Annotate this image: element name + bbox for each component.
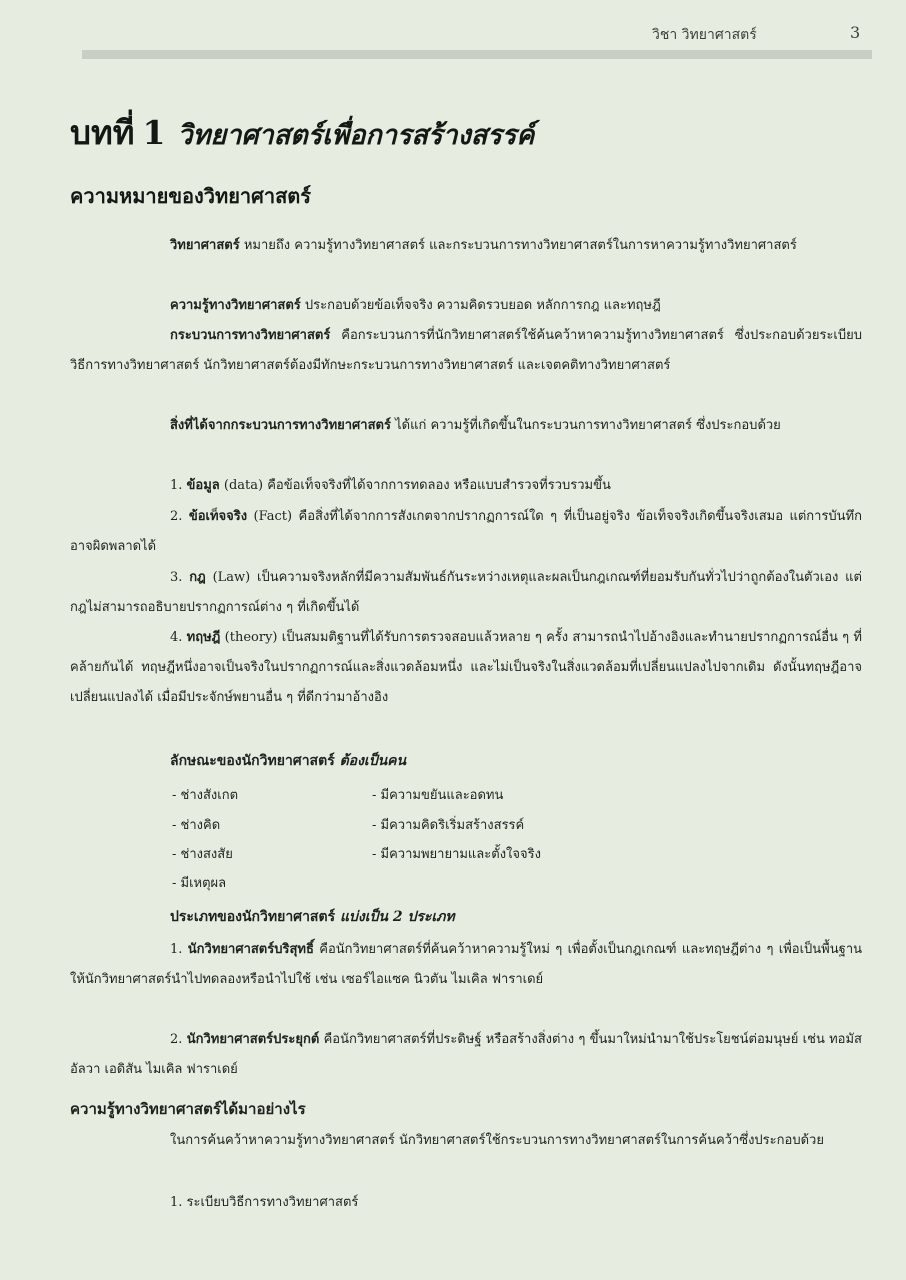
definition-result [70, 411, 862, 441]
running-title: วิชา วิทยาศาสตร์ [652, 27, 757, 43]
item-number: 1. [170, 942, 183, 957]
list-item-fact [70, 502, 862, 562]
how-heading: ความรู้ทางวิทยาศาสตร์ได้มาอย่างไร [70, 1100, 306, 1118]
list-item-theory [70, 623, 862, 713]
term-knowledge: ความรู้ทางวิทยาศาสตร์ [170, 298, 301, 313]
text-knowledge: ประกอบด้วยข้อเท็จจริง ความคิดรวบยอด หลักการกฎ และทฤษฎี [300, 298, 661, 313]
chapter-label: บทที่ [70, 113, 135, 152]
traits-heading-italic: ต้องเป็นคน [339, 753, 407, 769]
term-result: สิ่งที่ได้จากกระบวนการทางวิทยาศาสตร์ [170, 418, 391, 433]
term-science: วิทยาศาสตร์ [170, 238, 240, 253]
item-number: 3. [170, 570, 183, 585]
term-process: กระบวนการทางวิทยาศาสตร์ [170, 328, 331, 343]
section-heading: ความหมายของวิทยาศาสตร์ [70, 184, 312, 208]
trait-item: - มีความขยันและอดทน [372, 788, 504, 803]
traits-heading-text: ลักษณะของนักวิทยาศาสตร์ [170, 753, 335, 769]
text-law: (Law) เป็นความจริงหลักที่มีความสัมพันธ์กันระหว่างเหตุและผลเป็นกฎเกณฑ์ที่ยอมรับกันทั่วไปว่าถูกต้องในตัวเอง แต่กฎไม่สามารถอธิบายปรากฏการณ์ต่าง ๆ ที่เกิดขึ้นได้ [70, 570, 862, 615]
chapter-subtitle: วิทยาศาสตร์เพื่อการสร้างสรรค์ [177, 120, 535, 151]
header-rule [82, 50, 872, 59]
text-pure: คือนักวิทยาศาสตร์ที่ค้นคว้าหาความรู้ใหม่ ๆ เพื่อตั้งเป็นกฎเกณฑ์ และทฤษฎีต่าง ๆ เพื่อเป็นพื้นฐานให้นักวิทยาศาสตร์นำไปทดลองหรือนำไปใช้ เช่น เซอร์ไอแซค นิวตัน ไมเคิล ฟาราเดย์ [70, 942, 863, 987]
trait-item: - ช่างสงสัย [172, 847, 233, 862]
item-number: 2. [170, 1032, 183, 1047]
item-number: 4. [170, 630, 183, 645]
types-heading [170, 906, 455, 928]
term-pure: นักวิทยาศาสตร์บริสุทธิ์ [187, 942, 314, 957]
term-data: ข้อมูล [186, 478, 220, 493]
trait-item: - มีเหตุผล [172, 876, 227, 891]
text-applied: คือนักวิทยาศาสตร์ที่ประดิษฐ์ หรือสร้างสิ่งต่าง ๆ ขึ้นมาใหม่นำมาใช้ประโยชน์ต่อมนุษย์ เช่น ทอมัส อัลวา เอดิสัน ไมเคิล ฟาราเดย์ [70, 1032, 862, 1077]
text-science: หมายถึง ความรู้ทางวิทยาศาสตร์ และกระบวนการทางวิทยาศาสตร์ในการหาความรู้ทางวิทยาศาสตร์ [239, 238, 797, 253]
definition-knowledge [70, 291, 862, 321]
trait-item: - มีความพยายามและตั้งใจจริง [372, 847, 541, 862]
list-item-law [70, 563, 862, 623]
text-fact: (Fact) คือสิ่งที่ได้จากการสังเกตจากปรากฏการณ์ใด ๆ ที่เป็นอยู่จริง ข้อเท็จจริงเกิดขึ้นจริงเสมอ แต่การบันทึกอาจผิดพลาดได้ [70, 509, 863, 554]
types-heading-text: ประเภทของนักวิทยาศาสตร์ [170, 909, 336, 925]
list-item-data [70, 471, 862, 501]
term-applied: นักวิทยาศาสตร์ประยุกต์ [186, 1032, 320, 1047]
chapter-number: 1 [142, 113, 166, 152]
how-paragraph: ในการค้นคว้าหาความรู้ทางวิทยาศาสตร์ นักวิทยาศาสตร์ใช้กระบวนการทางวิทยาศาสตร์ในการค้นคว้าซึ่งประกอบด้วย [170, 1133, 824, 1148]
page-number: 3 [850, 23, 861, 42]
trait-item: - ช่างสังเกต [172, 788, 239, 803]
trait-item: - มีความคิดริเริ่มสร้างสรรค์ [372, 818, 525, 833]
term-law: กฎ [189, 570, 206, 585]
trait-item: - ช่างคิด [172, 818, 221, 833]
chapter-title [70, 106, 534, 159]
text-process: คือกระบวนการที่นักวิทยาศาสตร์ใช้ค้นคว้าหาความรู้ทางวิทยาศาสตร์ ซึ่งประกอบด้วยระเบียบวิธีการทางวิทยาศาสตร์ นักวิทยาศาสตร์ต้องมีทักษะกระบวนการทางวิทยาศาสตร์ และเจตคติทางวิทยาศาสตร์ [70, 328, 862, 373]
definition-science [70, 231, 862, 261]
term-fact: ข้อเท็จจริง [188, 509, 248, 524]
how-item: 1. ระเบียบวิธีการทางวิทยาศาสตร์ [170, 1195, 359, 1210]
type-applied [70, 1025, 862, 1085]
definition-process [70, 321, 862, 381]
traits-heading [170, 750, 406, 772]
item-number: 2. [170, 509, 183, 524]
term-theory: ทฤษฎี [186, 630, 221, 645]
text-theory: (theory) เป็นสมมติฐานที่ได้รับการตรวจสอบแล้วหลาย ๆ ครั้ง สามารถนำไปอ้างอิงและทำนายปรากฏการณ์อื่น ๆ ที่คล้ายกันได้ ทฤษฎีหนึ่งอาจเป็นจริงในปรากฏการณ์และสิ่งแวดล้อมหนึ่ง และไม่เป็นจริงในสิ่งแวดล้อมที่เปลี่ยนแปลงไปจากเดิม ดังนั้นทฤษฎีอาจเปลี่ยนแปลงได้ เมื่อมีประจักษ์พยานอื่น ๆ ที่ดีกว่ามาอ้างอิง [70, 630, 862, 705]
item-number: 1. [170, 478, 183, 493]
text-data: (data) คือข้อเท็จจริงที่ได้จากการทดลอง หรือแบบสำรวจที่รวบรวมขึ้น [219, 478, 611, 493]
type-pure [70, 935, 862, 995]
text-result: ได้แก่ ความรู้ที่เกิดขึ้นในกระบวนการทางวิทยาศาสตร์ ซึ่งประกอบด้วย [390, 418, 781, 433]
types-heading-italic: แบ่งเป็น 2 ประเภท [339, 909, 455, 925]
